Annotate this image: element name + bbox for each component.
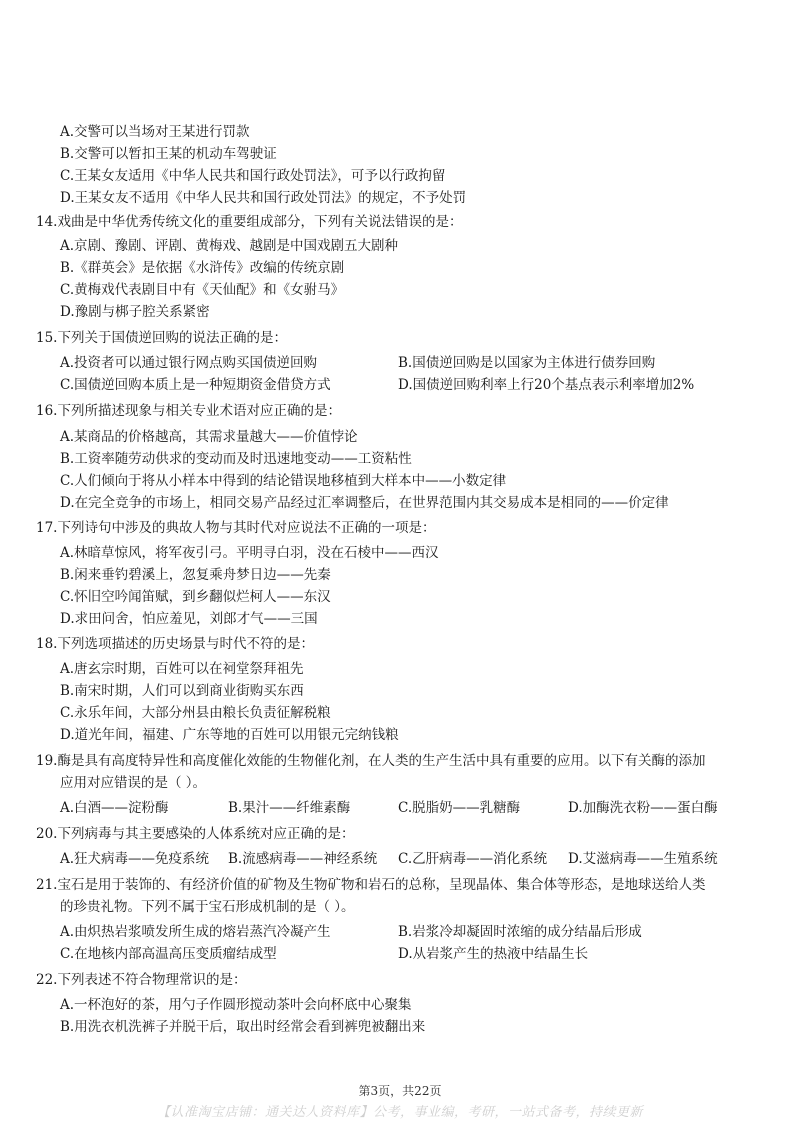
q18-stem: 18.下列选项描述的历史场景与时代不符的是： [36,636,314,652]
q19-option-c: C.脱脂奶——乳糖酶 [398,800,521,816]
q15-option-c: C.国债逆回购本质上是一种短期资金借贷方式 [60,377,331,393]
q21-option-a: A.由炽热岩浆喷发所生成的熔岩蒸汽冷凝产生 [60,924,331,940]
q16-option-a: A.某商品的价格越高，其需求量越大——价值悖论 [60,429,358,445]
q21-option-d: D.从岩浆产生的热液中结晶生长 [398,946,589,962]
q18-option-c: C.永乐年间，大部分州县由粮长负责征解税粮 [60,705,331,721]
q21-stem-line2: 的珍贵礼物。下列不属于宝石形成机制的是（ ）。 [60,899,355,915]
q21-stem-line1: 21.宝石是用于装饰的、有经济价值的矿物及生物矿物和岩石的总称，呈现晶体、集合体等形态，是地球送给人类 [36,877,706,893]
q17-option-a: A.林暗草惊风，将军夜引弓。平明寻白羽，没在石棱中——西汉 [60,545,439,561]
q18-option-b: B.南宋时期，人们可以到商业街购买东西 [60,683,304,699]
q17-stem: 17.下列诗句中涉及的典故人物与其时代对应说法不正确的一项是： [36,520,436,536]
page-number: 第3页，共22页 [358,1084,442,1098]
q15-option-d: D.国债逆回购利率上行20个基点表示利率增加2% [398,377,695,393]
q14-option-b: B.《群英会》是依据《水浒传》改编的传统京剧 [60,260,345,276]
q20-stem: 20.下列病毒与其主要感染的人体系统对应正确的是： [36,826,355,842]
q20-option-a: A.狂犬病毒——免疫系统 [60,851,210,867]
q22-option-b: B.用洗衣机洗裤子并脱干后，取出时经常会看到裤兜被翻出来 [60,1019,426,1035]
q19-option-b: B.果汁——纤维素酶 [228,800,351,816]
q14-option-a: A.京剧、豫剧、评剧、黄梅戏、越剧是中国戏剧五大剧种 [60,238,399,254]
q15-option-a: A.投资者可以通过银行网点购买国债逆回购 [60,355,318,371]
q15-stem: 15.下列关于国债逆回购的说法正确的是： [36,330,287,346]
q13-option-d: D.王某女友不适用《中华人民共和国行政处罚法》的规定，不予处罚 [60,190,467,206]
q19-stem-line1: 19.酶是具有高度特异性和高度催化效能的生物催化剂，在人类的生产生活中具有重要的应用。以下有关酶的添加 [36,753,706,769]
q20-option-c: C.乙肝病毒——消化系统 [398,851,548,867]
q22-stem: 22.下列表述不符合物理常识的是： [36,972,247,988]
q21-option-c: C.在地核内部高温高压变质瘤结成型 [60,946,277,962]
q13-option-b: B.交警可以暂扣王某的机动车驾驶证 [60,146,277,162]
q14-option-c: C.黄梅戏代表剧目中有《天仙配》和《女驸马》 [60,282,345,298]
q19-option-a: A.白酒——淀粉酶 [60,800,169,816]
q18-option-d: D.道光年间，福建、广东等地的百姓可以用银元完纳钱粮 [60,727,399,743]
q22-option-a: A.一杯泡好的茶，用勺子作圆形搅动茶叶会向杯底中心聚集 [60,997,412,1013]
q17-option-b: B.闲来垂钓碧溪上，忽复乘舟梦日边——先秦 [60,567,331,583]
q20-option-d: D.艾滋病毒——生殖系统 [568,851,718,867]
q16-option-b: B.工资率随劳动供求的变动而及时迅速地变动——工资粘性 [60,451,412,467]
q15-option-b: B.国债逆回购是以国家为主体进行债券回购 [398,355,656,371]
q13-option-c: C.王某女友适用《中华人民共和国行政处罚法》，可予以行政拘留 [60,168,446,184]
q16-stem: 16.下列所描述现象与相关专业术语对应正确的是： [36,403,341,419]
q16-option-d: D.在完全竞争的市场上，相同交易产品经过汇率调整后，在世界范围内其交易成本是相同的——价定律 [60,495,669,511]
q21-option-b: B.岩浆冷却凝固时浓缩的成分结晶后形成 [398,924,642,940]
q17-option-c: C.怀旧空吟闻笛赋，到乡翻似烂柯人——东汉 [60,589,331,605]
q14-option-d: D.豫剧与梆子腔关系紧密 [60,304,210,320]
q19-option-d: D.加酶洗衣粉——蛋白酶 [568,800,718,816]
q20-option-b: B.流感病毒——神经系统 [228,851,378,867]
q13-option-a: A.交警可以当场对王某进行罚款 [60,124,250,140]
q19-stem-line2: 应用对应错误的是（ ）。 [60,775,207,791]
watermark-text: 【认准淘宝店铺：通关达人资料库】公考，事业编，考研，一站式备考，持续更新 [156,1105,643,1120]
q18-option-a: A.唐玄宗时期，百姓可以在祠堂祭拜祖先 [60,661,304,677]
q14-stem: 14.戏曲是中华优秀传统文化的重要组成部分，下列有关说法错误的是： [36,214,463,230]
q16-option-c: C.人们倾向于将从小样本中得到的结论错误地移植到大样本中——小数定律 [60,473,507,489]
q17-option-d: D.求田问舍，怕应羞见，刘郎才气——三国 [60,611,318,627]
